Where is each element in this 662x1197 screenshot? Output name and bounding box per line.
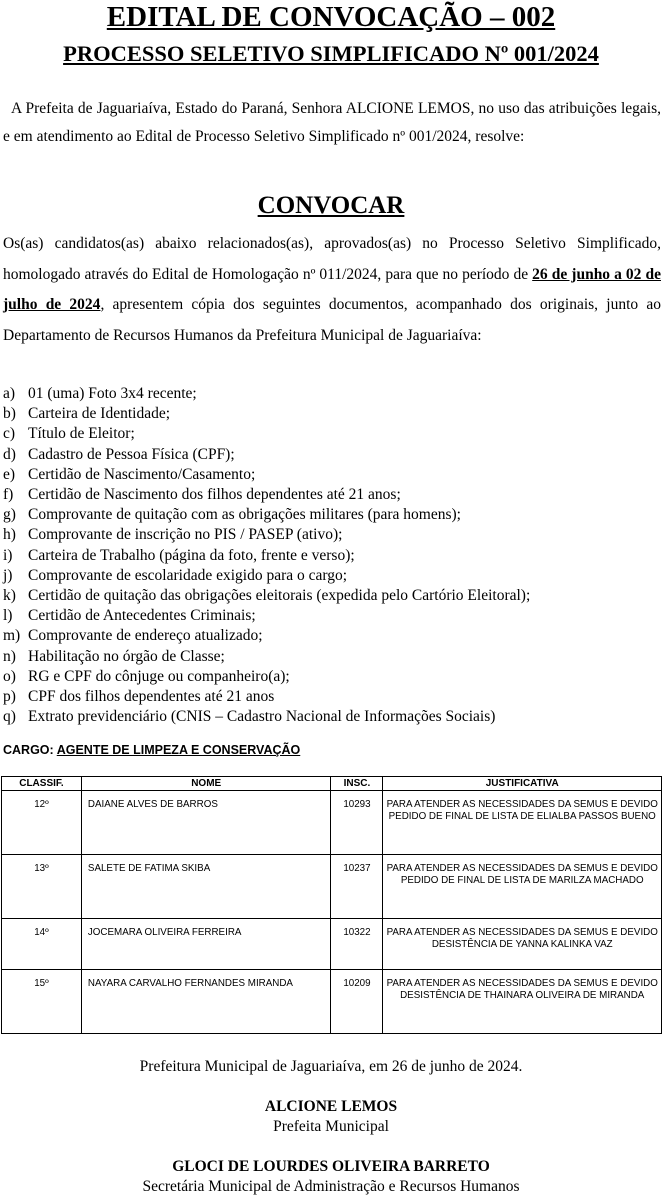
list-item-text: RG e CPF do cônjuge ou companheiro(a); [28, 667, 290, 685]
list-item [3, 546, 661, 566]
period-highlight: 26 de junho a 02 de julho de 2024 [3, 265, 661, 313]
table-row [2, 919, 662, 970]
cell-justificativa: PARA ATENDER AS NECESSIDADES DA SEMUS E DEVIDO DESISTÊNCIA DE YANNA KALINKA VAZ [383, 919, 662, 970]
list-item-text: Certidão de Nascimento dos filhos dependentes até 21 anos; [28, 486, 401, 504]
cell-nome: NAYARA CARVALHO FERNANDES MIRANDA [81, 970, 331, 1034]
body-text-part1: Os(as) candidatos(as) abaixo relacionados(as), aprovados(as) no Processo Seletivo Simplificado, homologado através do Edital de Homologação nº 011/2024, para que no período de [3, 235, 661, 283]
document-title: EDITAL DE CONVOCAÇÃO – 002 [106, 1, 556, 33]
header-nome: NOME [81, 777, 331, 791]
list-item-text: Habilitação no órgão de Classe; [28, 647, 225, 665]
list-item-text: Carteira de Identidade; [28, 405, 171, 423]
cargo-line [3, 741, 300, 759]
list-item-letter: i) [3, 546, 13, 564]
cell-insc: 10237 [331, 855, 383, 919]
list-item-text: Carteira de Trabalho (página da foto, frente e verso); [28, 546, 355, 564]
document-subtitle: PROCESSO SELETIVO SIMPLIFICADO Nº 001/2024 [63, 41, 599, 66]
list-item-text: Certidão de Nascimento/Casamento; [28, 465, 256, 483]
list-item-text: Comprovante de quitação com as obrigações militares (para homens); [28, 506, 461, 524]
cargo-value: AGENTE DE LIMPEZA E CONSERVAÇÃO [56, 743, 301, 757]
cell-insc: 10293 [331, 791, 383, 855]
cell-justificativa: PARA ATENDER AS NECESSIDADES DA SEMUS E DEVIDO DESISTÊNCIA DE THAINARA OLIVEIRA DE MIRANDA [383, 970, 662, 1034]
cell-nome: JOCEMARA OLIVEIRA FERREIRA [81, 919, 331, 970]
intro-paragraph: A Prefeita de Jaguariaíva, Estado do Paraná, Senhora ALCIONE LEMOS, no uso das atribuições legais, e em atendimento ao Edital de Processo Seletivo Simplificado nº 001/2024, resolve: [3, 100, 661, 145]
documents-list [3, 384, 661, 727]
signer1-name: ALCIONE LEMOS [264, 1098, 398, 1115]
list-item-letter: n) [3, 647, 16, 665]
list-item [3, 445, 661, 465]
list-item-letter: d) [3, 445, 16, 463]
list-item-text: 01 (uma) Foto 3x4 recente; [28, 385, 197, 402]
list-item-letter: p) [3, 688, 16, 706]
table-row [2, 791, 662, 855]
cell-classif: 15º [2, 970, 82, 1034]
list-item [3, 626, 661, 646]
list-item [3, 384, 661, 404]
header-justificativa: JUSTIFICATIVA [383, 777, 662, 791]
header-classif: CLASSIF. [2, 777, 82, 791]
section-title: CONVOCAR [257, 192, 405, 219]
list-item-text: Título de Eleitor; [28, 425, 135, 443]
list-item-letter: q) [3, 708, 16, 726]
list-item [3, 707, 661, 727]
list-item [3, 485, 661, 505]
cell-nome: SALETE DE FATIMA SKIBA [81, 855, 331, 919]
table-row [2, 970, 662, 1034]
list-item-letter: j) [3, 566, 13, 584]
list-item [3, 606, 661, 626]
list-item-letter: o) [3, 667, 16, 685]
header-insc: INSC. [331, 777, 383, 791]
list-item-letter: c) [3, 425, 16, 443]
list-item-letter: k) [3, 587, 16, 605]
body-paragraph [3, 229, 661, 351]
cell-classif: 12º [2, 791, 82, 855]
cell-justificativa: PARA ATENDER AS NECESSIDADES DA SEMUS E DEVIDO PEDIDO DE FINAL DE LISTA DE MARILZA MACHADO [383, 855, 662, 919]
cell-nome: DAIANE ALVES DE BARROS [81, 791, 331, 855]
cell-insc: 10209 [331, 970, 383, 1034]
list-item-letter: l) [3, 607, 13, 625]
list-item [3, 465, 661, 485]
list-item [3, 667, 661, 687]
list-item-letter: f) [3, 486, 14, 504]
list-item [3, 647, 661, 667]
list-item [3, 687, 661, 707]
cell-insc: 10322 [331, 919, 383, 970]
list-item-text: Comprovante de inscrição no PIS / PASEP (ativo); [28, 526, 343, 544]
list-item-letter: a) [3, 385, 16, 402]
cargo-label: CARGO: [3, 743, 54, 757]
list-item-letter: m) [3, 627, 21, 645]
list-item [3, 525, 661, 545]
list-item [3, 566, 661, 586]
list-item-text: Cadastro de Pessoa Física (CPF); [28, 445, 235, 463]
list-item [3, 424, 661, 444]
list-item-letter: h) [3, 526, 16, 544]
signer1-role: Prefeita Municipal [273, 1118, 389, 1135]
signer2-name: GLOCI DE LOURDES OLIVEIRA BARRETO [172, 1158, 490, 1175]
list-item-text: Comprovante de escolaridade exigido para o cargo; [28, 566, 348, 584]
list-item-letter: b) [3, 405, 16, 423]
place-date: Prefeitura Municipal de Jaguariaíva, em 26 de junho de 2024. [139, 1058, 523, 1075]
list-item [3, 505, 661, 525]
list-item-text: CPF dos filhos dependentes até 21 anos [28, 688, 275, 706]
list-item-text: Certidão de Antecedentes Criminais; [28, 607, 256, 625]
list-item [3, 404, 661, 424]
list-item-text: Certidão de quitação das obrigações eleitorais (expedida pelo Cartório Eleitoral); [28, 587, 531, 605]
list-item-letter: e) [3, 465, 16, 483]
list-item [3, 586, 661, 606]
list-item-letter: g) [3, 506, 16, 524]
table-row [2, 855, 662, 919]
cell-classif: 14º [2, 919, 82, 970]
list-item-text: Comprovante de endereço atualizado; [28, 627, 263, 645]
body-text-part2: , apresentem cópia dos seguintes documentos, acompanhado dos originais, junto ao Departamento de Recursos Humanos da Prefeitura Municipal de Jaguariaíva: [3, 296, 661, 344]
cell-justificativa: PARA ATENDER AS NECESSIDADES DA SEMUS E DEVIDO PEDIDO DE FINAL DE LISTA DE ELIALBA PASSOS BUENO [383, 791, 662, 855]
cell-classif: 13º [2, 855, 82, 919]
candidates-table [1, 776, 662, 1034]
signer2-role: Secretária Municipal de Administração e Recursos Humanos [142, 1178, 520, 1195]
list-item-text: Extrato previdenciário (CNIS – Cadastro Nacional de Informações Sociais) [28, 708, 496, 726]
table-header-row [2, 777, 662, 791]
